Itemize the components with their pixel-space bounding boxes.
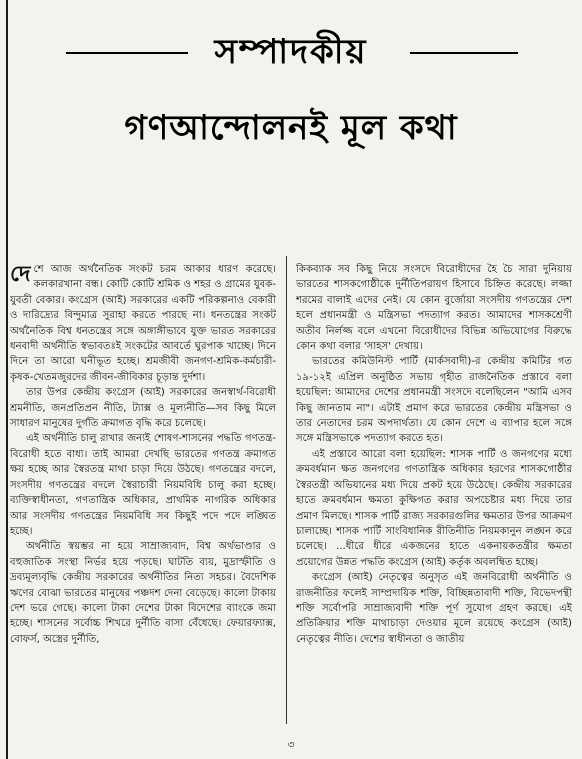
page-number: ৩ (287, 738, 295, 751)
right-paragraph-2: ভারতের কমিউনিস্ট পার্টি (মার্কসবাদী)-র কেন্দ্রীয় কমিটির গত ১৯-১২ই এপ্রিল অনুষ্ঠিত সভায় গৃহীত রাজনৈতিক প্রস্তাবে বলা হয়েছিল: আমাদের দেশের প্রধানমন্ত্রী সংসদে বলেছিলেন "আমি এসব কিছু জানতাম না"। এটাই প্রমাণ করে ভারতের কেন্দ্রীয় মন্ত্রিসভা ও তার নেতাদের চরম অপদার্থতা। যে কোন দেশে এ ব্যাপার হলে সঙ্গে সঙ্গে মন্ত্রিসভাকে পদত্যাগ করতে হত। (296, 356, 572, 445)
right-paragraph-4: কংগ্রেস (আই) নেতৃত্বের অনুসৃত এই জনবিরোধী অর্থনীতি ও রাজনীতির ফলেই সাম্প্রদায়িক শক্তি, বিচ্ছিন্নতাবাদী শক্তি, বিভেদপন্থী শক্তি সর্বোপরি সাম্রাজ্যবাদী শক্তি পূর্ণ সুযোগ গ্রহণ করছে। এই প্রতিক্রিয়ার শক্তি মাথাচাড়া দেওয়ার মূলে রয়েছে কংগ্রেস (আই) নেতৃত্বের নীতি। দেশের স্বাধীনতা ও জাতীয় (296, 572, 572, 645)
right-paragraph-3: এই প্রস্তাবে আরো বলা হয়েছিল: শাসক পার্টি ও জনগণের মধ্যে ক্রমবর্ধমান ক্ষত জনগণের গণতান্ত্রিক অধিকার হরণের শাসকগোষ্ঠীর স্বৈরতন্ত্রী অভিযানের মধ্য দিয়ে প্রকট হয়ে উঠেছে। কেন্দ্রীয় সরকারের হাতে ক্রমবর্ধমান ক্ষমতা কুক্ষিগত করার অপচেষ্টার মধ্য দিয়ে তার প্রমাণ মিলছে। শাসক পার্টি রাজ্য সরকারগুলির ক্ষমতার উপর আক্রমণ চালাচ্ছে। শাসক পার্টি সাংবিধানিক রীতিনীতি নিয়মকানুন লঙ্ঘন করে চলেছে। ...ধীরে ধীরে একজনের হাতে একনায়কতন্ত্রীর ক্ষমতা প্রয়োগের উন্নত পদ্ধতি কংগ্রেস (আই) কর্তৃক অবলম্বিত হচ্ছে। (296, 448, 572, 568)
right-paragraph-1: কিকব্যাক সব কিছু নিয়ে সংসদে বিরোধীদের হৈ চৈ সারা দুনিয়ায় ভারতের শাসকগোষ্ঠীকে দুর্নীতিপরায়ণ হিসাবে চিহ্নিত করেছে। লজ্জা শরমের বালাই এদের নেই। যে কোন বুর্জোয়া সংসদীয় গণতন্ত্রের দেশ হলে প্রধানমন্ত্রী ও মন্ত্রিসভা পদত্যাগ করত। আমাদের শাসকশ্রেণী অতীব নির্লজ্জ বলে এখনো বিরোধীদের বিভিন্ন অভিযোগের বিরুদ্ধে কোন কথা বলার 'সাহস' দেখায়। (296, 264, 572, 353)
left-paragraph-1-text: শে আজ অর্থনৈতিক সংকট চরম আকার ধারণ করেছে। কলকারখানা বন্ধ। কোটি কোটি শ্রমিক ও শহর ও গ্রামের যুবক-যুবতী বেকার। কংগ্রেস (আই) সরকারের একটি পরিকল্পনাও বেকারী ও দারিদ্র্যের বিন্দুমাত্র সুরাহা করতে পারছে না। ধনতন্ত্রের সংকট অর্থনৈতিক বিশ্ব ধনতন্ত্রের সঙ্গে অঙ্গাঙ্গীভাবে যুক্ত ভারত সরকারের ধনবাদী অর্থনীতি স্বভাবতঃই সংকটের আবর্তে ঘুরপাক খাচ্ছে। দিনে দিনে তা আরো ঘনীভূত হচ্ছে। শ্রমজীবী জনগণ-শ্রমিক-কর্মচারী-কৃষক-খেতমজুরদের জীবন-জীবিকার চূড়ান্ত দুর্দশা। (10, 264, 276, 383)
drop-cap: দে (10, 262, 31, 287)
masthead-rule-left (66, 52, 188, 54)
editorial-headline: গণআন্দোলনই মূল কথা (124, 108, 458, 148)
left-paragraph-4: অর্থনীতি স্বয়ম্ভর না হয়ে সাম্রাজ্যবাদ, বিশ্ব অর্থভাণ্ডার ও বহুজাতিক সংস্থা নির্ভর হয়ে পড়ছে। ঘাটতি ব্যয়, মুদ্রাস্ফীতি ও দ্রব্যমূল্যবৃদ্ধি কেন্দ্রীয় সরকারের অর্থনীতির নিত্য সহচর। বৈদেশিক ঋণের বোঝা ভারতের মানুষের পঞ্চদশ দেনা বেড়েছে। কালো টাকায় দেশ ভরে গেছে। কালো টাকা দেশের টাকা বিদেশের ব্যাংকে জমা হচ্ছে। শাসনের সর্বোচ্চ শিখরে দুর্নীতি বাসা বেঁধেছে। ফেয়ারফ্যাক্স, বোফর্স, অস্ত্রের দুর্নীতি, (10, 541, 276, 645)
masthead-rule-right (410, 52, 518, 54)
left-paragraph-2: তার উপর কেন্দ্রীয় কংগ্রেস (আই) সরকারের জনস্বার্থ-বিরোধী শ্রমনীতি, জনপ্রতিপ্রন নীতি, ট্যাক্স ও মূল্যনীতি—সব কিছু মিলে সাধারণ মানুষের দুর্গতি ক্রমাগত বৃদ্ধি করে চলেছে। (10, 387, 276, 430)
left-column (10, 262, 276, 727)
column-divider (286, 256, 287, 724)
masthead (0, 26, 582, 78)
left-paragraph-3: এই অর্থনীতি চালু রাখার জন্যই শোষণ-শাসনের পদ্ধতি গণতন্ত্র-বিরোধী হতে বাধ্য। তাই আমরা দেখছি ভারতের গণতন্ত্র ক্রমাগত ক্ষয় হচ্ছে আর স্বৈরতন্ত্র মাথা চাড়া দিয়ে উঠছে। গণতন্ত্রের বদলে, সংসদীয় গণতন্ত্রের বদলে স্বৈরাচারী নিয়মবিধি চালু করা হচ্ছে। ব্যক্তিস্বাধীনতা, গণতান্ত্রিক অধিকার, প্রাথমিক নাগরিক অধিকার আর সংসদীয় গণতন্ত্রের নিয়মবিধি সব কিছুই পদে পদে লঙ্ঘিত হচ্ছে। (10, 433, 276, 537)
left-paragraph-1 (10, 262, 276, 385)
right-column (296, 262, 572, 727)
masthead-title: সম্পাদকীয় (214, 32, 368, 72)
